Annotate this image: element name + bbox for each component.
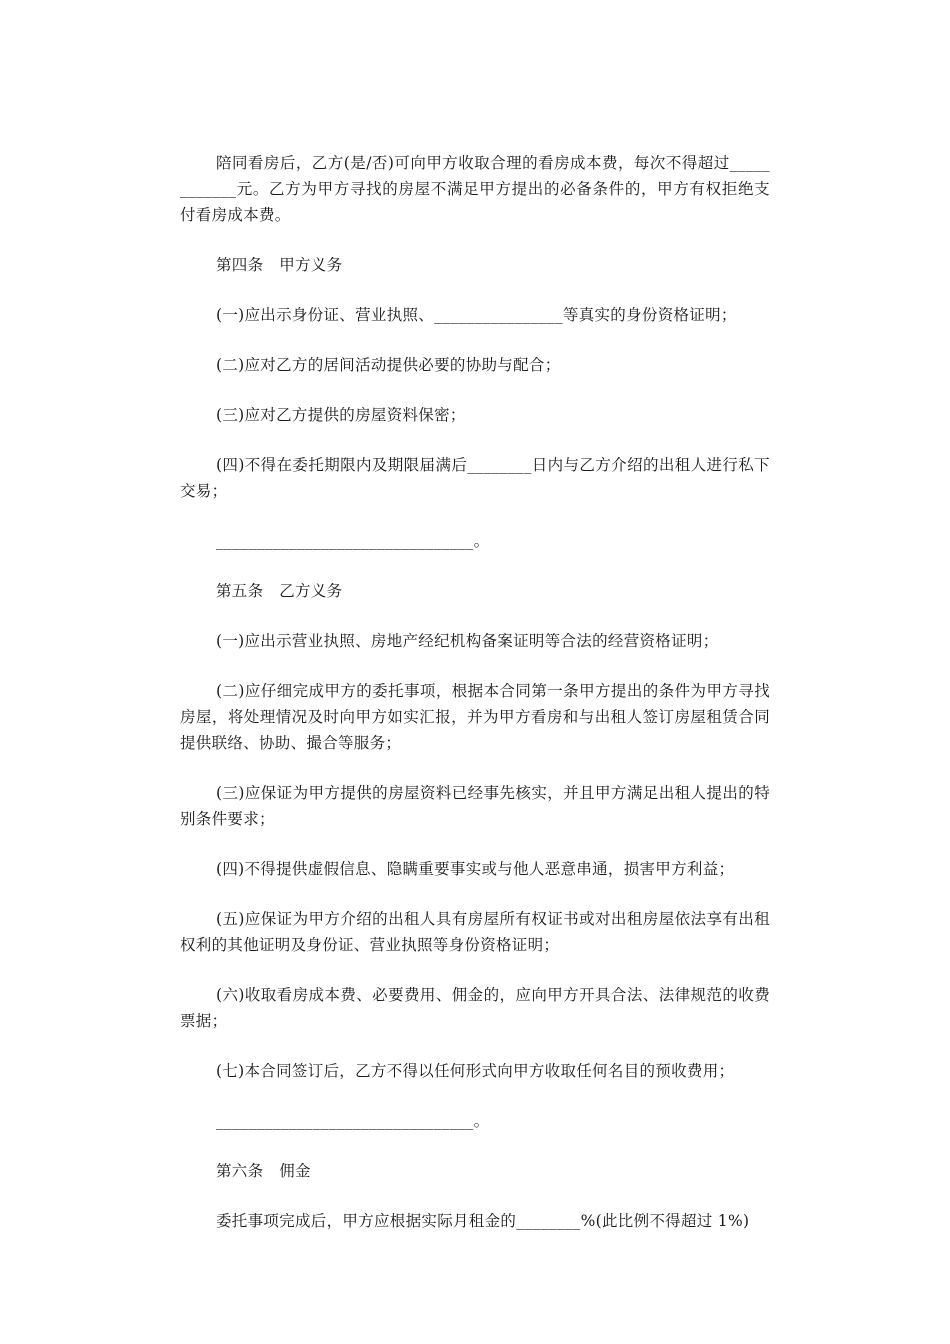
- paragraph-party-b-duty-3: (三)应保证为甲方提供的房屋资料已经事先核实，并且甲方满足出租人提出的特别条件要求；: [180, 784, 770, 828]
- paragraph-party-a-duty-4: (四)不得在委托期限内及期限届满后________日内与乙方介绍的出租人进行私下交易；: [180, 456, 770, 500]
- document-page: [180, 150, 770, 1258]
- paragraph-party-b-duty-7: (七)本合同签订后，乙方不得以任何形式向甲方收取任何名目的预收费用；: [216, 1062, 735, 1080]
- section-heading-article-4: 第四条 甲方义务: [216, 256, 343, 274]
- paragraph-party-a-duty-2: (二)应对乙方的居间活动提供必要的协助与配合；: [216, 356, 561, 374]
- paragraph-party-b-duty-4: (四)不得提供虚假信息、隐瞒重要事实或与他人恶意串通，损害甲方利益；: [216, 860, 735, 878]
- paragraph-party-a-duty-3: (三)应对乙方提供的房屋资料保密；: [216, 406, 466, 424]
- paragraph-party-b-duty-1: (一)应出示营业执照、房地产经纪机构备案证明等合法的经营资格证明；: [216, 632, 719, 650]
- paragraph-party-b-duty-2: (二)应仔细完成甲方的委托事项，根据本合同第一条甲方提出的条件为甲方寻找房屋，将处理情况及时向甲方如实汇报，并为甲方看房和与出租人签订房屋租赁合同提供联络、协助、撮合等服务；: [180, 682, 770, 752]
- paragraph-party-b-duty-5: (五)应保证为甲方介绍的出租人具有房屋所有权证书或对出租房屋依法享有出租权利的其他证明及身份证、营业执照等身份资格证明；: [180, 910, 770, 954]
- paragraph-party-a-duty-1: (一)应出示身份证、营业执照、________________等真实的身份资格证明；: [216, 306, 737, 324]
- section-heading-article-6: 第六条 佣金: [216, 1162, 311, 1180]
- blank-fill-line: ________________________________。: [216, 532, 490, 550]
- paragraph-commission: 委托事项完成后，甲方应根据实际月租金的________%(此比例不得超过 1%): [216, 1212, 750, 1230]
- paragraph-party-b-duty-6: (六)收取看房成本费、必要费用、佣金的，应向甲方开具合法、法律规范的收费票据；: [180, 986, 770, 1030]
- section-heading-article-5: 第五条 乙方义务: [216, 582, 343, 600]
- blank-fill-line: ________________________________。: [216, 1112, 490, 1130]
- paragraph-viewing-fee: 陪同看房后，乙方(是/否)可向甲方收取合理的看房成本费，每次不得超过____________元。乙方为甲方寻找的房屋不满足甲方提出的必备条件的，甲方有权拒绝支付看房成本费。: [180, 154, 770, 224]
